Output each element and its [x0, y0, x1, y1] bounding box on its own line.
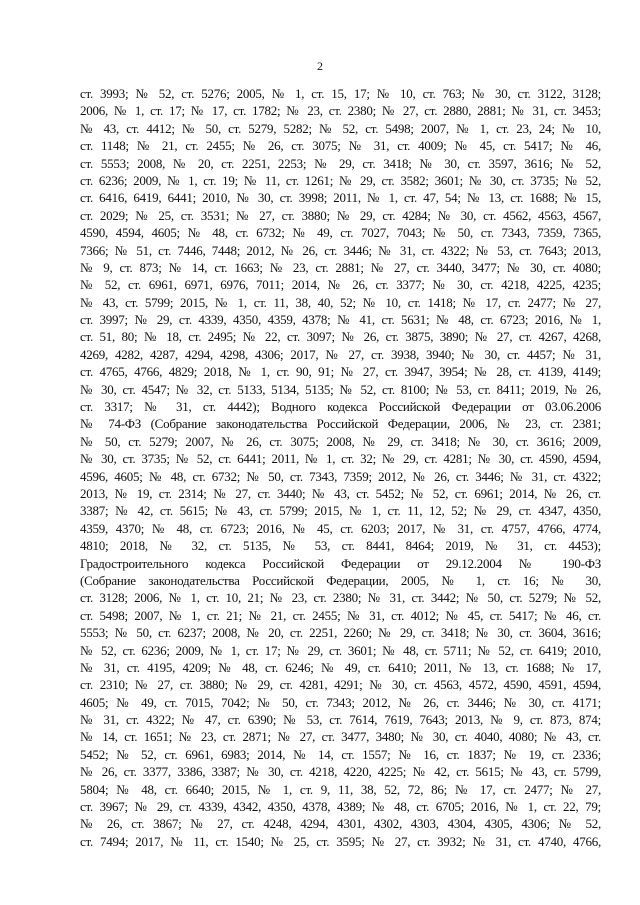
text-line: ст. 4765, 4766, 4829; 2018, № 1, ст. 90, 91; № 27, ст. 3947, 3954; № 28, ст. 4139, 4149; — [80, 364, 601, 380]
text-line: № 50, ст. 5279; 2007, № 26, ст. 3075; 2008, № 29, ст. 3418; № 30, ст. 3616; 2009, — [80, 433, 601, 449]
text-line: ст. 2310; № 27, ст. 3880; № 29, ст. 4281, 4291; № 30, ст. 4563, 4572, 4590, 4591, 4594, — [80, 677, 601, 693]
text-line: ст. 5498; 2007, № 1, ст. 21; № 21, ст. 2455; № 31, ст. 4012; № 45, ст. 5417; № 46, ст. — [80, 607, 601, 623]
text-line: № 52, ст. 6236; 2009, № 1, ст. 17; № 29, ст. 3601; № 48, ст. 5711; № 52, ст. 6419; 2010, — [80, 642, 601, 658]
text-line: ст. 3993; № 52, ст. 5276; 2005, № 1, ст. 15, 17; № 10, ст. 763; № 30, ст. 3122, 3128; — [80, 86, 601, 101]
text-line: № 26, ст. 3867; № 27, ст. 4248, 4294, 4301, 4302, 4303, 4304, 4305, 4306; № 52, — [80, 816, 601, 832]
text-line: 4605; № 49, ст. 7015, 7042; № 50, ст. 7343; 2012, № 26, ст. 3446; № 30, ст. 4171; — [80, 694, 601, 710]
text-line: ст. 6236; 2009, № 1, ст. 19; № 11, ст. 1261; № 29, ст. 3582; 3601; № 30, ст. 3735; № 52, — [80, 172, 601, 188]
text-line: № 14, ст. 1651; № 23, ст. 2871; № 27, ст. 3477, 3480; № 30, ст. 4040, 4080; № 43, ст. — [80, 729, 601, 745]
text-line: № 43, ст. 5799; 2015, № 1, ст. 11, 38, 40, 52; № 10, ст. 1418; № 17, ст. 2477; № 27, — [80, 294, 601, 310]
text-line: ст. 3128; 2006, № 1, ст. 10, 21; № 23, ст. 2380; № 31, ст. 3442; № 50, ст. 5279; № 52, — [80, 590, 601, 606]
text-line: ст. 3997; № 29, ст. 4339, 4350, 4359, 4378; № 41, ст. 5631; № 48, ст. 6723; 2016, № 1, — [80, 312, 601, 328]
text-line: 4590, 4594, 4605; № 48, ст. 6732; № 49, ст. 7027, 7043; № 50, ст. 7343, 7359, 7365, — [80, 225, 601, 241]
text-line: 2013, № 19, ст. 2314; № 27, ст. 3440; № 43, ст. 5452; № 52, ст. 6961; 2014, № 26, ст. — [80, 485, 601, 501]
text-line: 4359, 4370; № 48, ст. 6723; 2016, № 45, ст. 6203; 2017, № 31, ст. 4757, 4766, 4774, — [80, 520, 601, 536]
text-line: 2006, № 1, ст. 17; № 17, ст. 1782; № 23, ст. 2380; № 27, ст. 2880, 2881; № 31, ст. 3453; — [80, 103, 601, 119]
text-line: 3387; № 42, ст. 5615; № 43, ст. 5799; 2015, № 1, ст. 11, 12, 52; № 29, ст. 4347, 4350, — [80, 503, 601, 519]
text-line: ст. 2029; № 25, ст. 3531; № 27, ст. 3880; № 29, ст. 4284; № 30, ст. 4562, 4563, 4567, — [80, 207, 601, 223]
text-line: № 31, ст. 4195, 4209; № 48, ст. 6246; № 49, ст. 6410; 2011, № 13, ст. 1688; № 17, — [80, 659, 601, 675]
text-line: № 9, ст. 873; № 14, ст. 1663; № 23, ст. 2881; № 27, ст. 3440, 3477; № 30, ст. 4080; — [80, 259, 601, 275]
page-number: 2 — [317, 59, 323, 73]
text-line: № 30, ст. 3735; № 52, ст. 6441; 2011, № 1, ст. 32; № 29, ст. 4281; № 30, ст. 4590, 4594, — [80, 451, 601, 467]
text-line: № 52, ст. 6961, 6971, 6976, 7011; 2014, № 26, ст. 3377; № 30, ст. 4218, 4225, 4235; — [80, 277, 601, 293]
text-line: Градостроительного кодекса Российской Федерации от 29.12.2004 № 190-ФЗ — [80, 555, 601, 571]
text-line: 4269, 4282, 4287, 4294, 4298, 4306; 2017, № 27, ст. 3938, 3940; № 30, ст. 4457; № 31, — [80, 346, 601, 362]
text-line: № 74-ФЗ (Собрание законодательства Российской Федерации, 2006, № 23, ст. 2381; — [80, 416, 601, 432]
text-line: 5804; № 48, ст. 6640; 2015, № 1, ст. 9, 11, 38, 52, 72, 86; № 17, ст. 2477; № 27, — [80, 781, 601, 797]
text-line: ст. 7494; 2017, № 11, ст. 1540; № 25, ст. 3595; № 27, ст. 3932; № 31, ст. 4740, 4766, — [80, 833, 601, 849]
text-line: № 26, ст. 3377, 3386, 3387; № 30, ст. 4218, 4220, 4225; № 42, ст. 5615; № 43, ст. 5799, — [80, 764, 601, 780]
text-line: ст. 3967; № 29, ст. 4339, 4342, 4350, 4378, 4389; № 48, ст. 6705; 2016, № 1, ст. 22, 79; — [80, 799, 601, 815]
text-line: 4810; 2018, № 32, ст. 5135, № 53, ст. 8441, 8464; 2019, № 31, ст. 4453); — [80, 538, 601, 554]
text-line: № 30, ст. 4547; № 32, ст. 5133, 5134, 5135; № 52, ст. 8100; № 53, ст. 8411; 2019, № 26, — [80, 381, 601, 397]
text-line: ст. 1148; № 21, ст. 2455; № 26, ст. 3075; № 31, ст. 4009; № 45, ст. 5417; № 46, — [80, 138, 601, 154]
text-line: ст. 3317; № 31, ст. 4442); Водного кодекса Российской Федерации от 03.06.2006 — [80, 399, 601, 415]
text-line: ст. 6416, 6419, 6441; 2010, № 30, ст. 3998; 2011, № 1, ст. 47, 54; № 13, ст. 1688; № 15, — [80, 190, 601, 206]
document-body-text — [80, 85, 601, 850]
text-line: (Собрание законодательства Российской Федерации, 2005, № 1, ст. 16; № 30, — [80, 572, 601, 588]
text-line: 7366; № 51, ст. 7446, 7448; 2012, № 26, ст. 3446; № 31, ст. 4322; № 53, ст. 7643; 2013, — [80, 242, 601, 258]
text-line: 5452; № 52, ст. 6961, 6983; 2014, № 14, ст. 1557; № 16, ст. 1837; № 19, ст. 2336; — [80, 746, 601, 762]
text-line: № 31, ст. 4322; № 47, ст. 6390; № 53, ст. 7614, 7619, 7643; 2013, № 9, ст. 873, 874; — [80, 712, 601, 728]
text-line: ст. 51, 80; № 18, ст. 2495; № 22, ст. 3097; № 26, ст. 3875, 3890; № 27, ст. 4267, 4268, — [80, 329, 601, 345]
text-line: ст. 5553; 2008, № 20, ст. 2251, 2253; № 29, ст. 3418; № 30, ст. 3597, 3616; № 52, — [80, 155, 601, 171]
text-line: № 43, ст. 4412; № 50, ст. 5279, 5282; № 52, ст. 5498; 2007, № 1, ст. 23, 24; № 10, — [80, 120, 601, 136]
text-line: 4596, 4605; № 48, ст. 6732; № 50, ст. 7343, 7359; 2012, № 26, ст. 3446; № 31, ст. 4322; — [80, 468, 601, 484]
text-line: 5553; № 50, ст. 6237; 2008, № 20, ст. 2251, 2260; № 29, ст. 3418; № 30, ст. 3604, 3616; — [80, 625, 601, 641]
